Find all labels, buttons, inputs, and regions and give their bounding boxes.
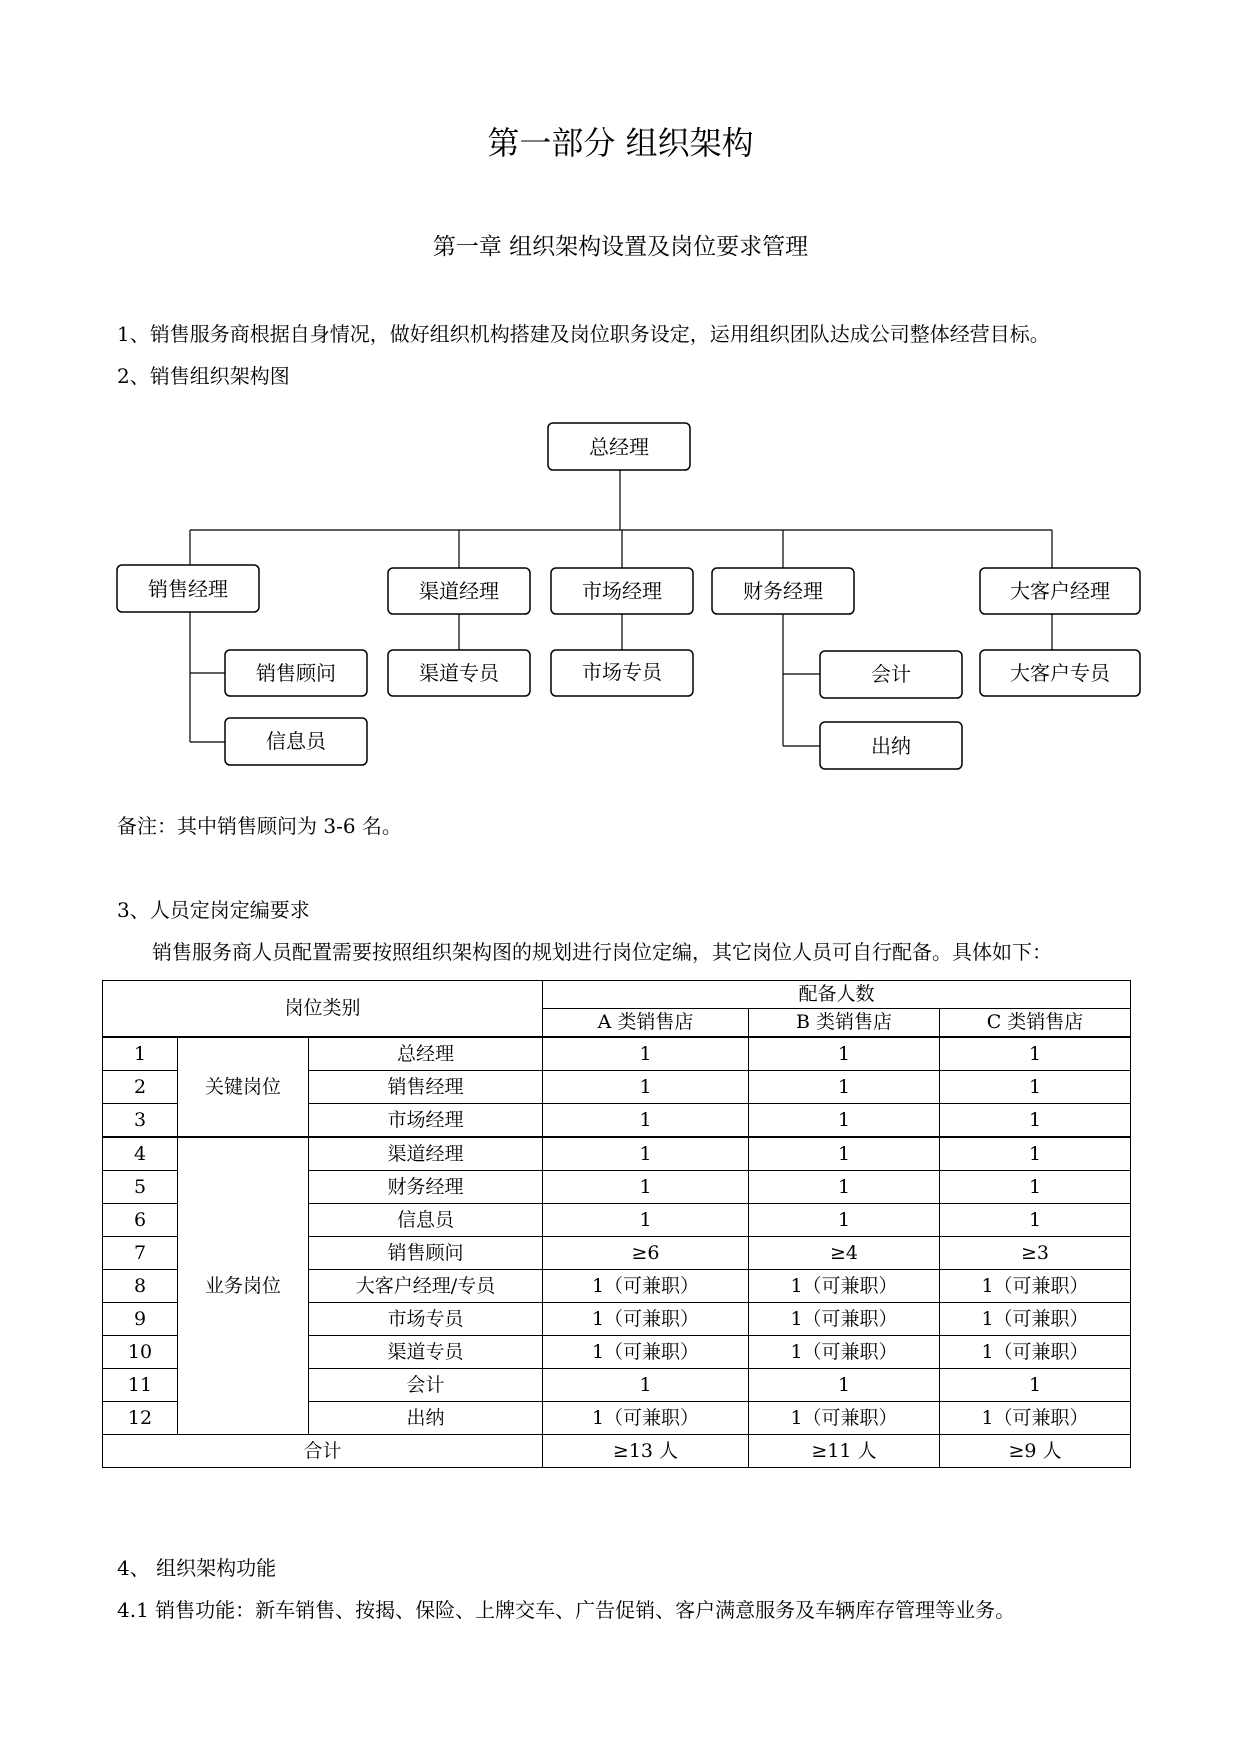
row-number: 8 [103, 1270, 178, 1303]
count-c: 1 [940, 1369, 1131, 1402]
count-c: 1（可兼职） [940, 1336, 1131, 1369]
org-node-label: 总经理 [589, 435, 649, 459]
paragraph-1: 1、销售服务商根据自身情况，做好组织机构搭建及岗位职务设定，运用组织团队达成公司整体经营目标。 [117, 322, 1050, 346]
row-number: 4 [103, 1137, 178, 1171]
row-number: 5 [103, 1171, 178, 1204]
position: 大客户经理/专员 [309, 1270, 543, 1303]
paragraph-3-desc: 销售服务商人员配置需要按照组织架构图的规划进行岗位定编，其它岗位人员可自行配备。具体如下： [152, 940, 1052, 964]
position: 销售顾问 [309, 1237, 543, 1270]
position: 信息员 [309, 1204, 543, 1237]
count-b: ≥4 [749, 1237, 940, 1270]
position: 渠道经理 [309, 1137, 543, 1171]
org-node-general-manager [548, 423, 690, 470]
org-node-label: 财务经理 [743, 579, 823, 603]
count-b: 1 [749, 1137, 940, 1171]
position: 财务经理 [309, 1171, 543, 1204]
paragraph-4: 4、 组织架构功能 [117, 1556, 277, 1580]
org-node-label: 出纳 [871, 734, 911, 758]
row-number: 6 [103, 1204, 178, 1237]
position: 会计 [309, 1369, 543, 1402]
org-node-label: 市场经理 [582, 579, 662, 603]
org-node-label: 渠道经理 [419, 579, 499, 603]
header-store-a: A 类销售店 [543, 1009, 749, 1038]
table-row [103, 1037, 1131, 1071]
org-node-label: 渠道专员 [419, 661, 499, 685]
count-b: 1 [749, 1071, 940, 1104]
position: 销售经理 [309, 1071, 543, 1104]
paragraph-3: 3、人员定岗定编要求 [117, 898, 310, 922]
org-node-sales-consultant [225, 650, 367, 696]
total-a: ≥13 人 [543, 1435, 749, 1468]
org-node-label: 销售顾问 [256, 661, 336, 685]
count-a: 1 [543, 1037, 749, 1071]
header-category: 岗位类别 [103, 981, 543, 1038]
count-c: 1（可兼职） [940, 1270, 1131, 1303]
total-b: ≥11 人 [749, 1435, 940, 1468]
org-node-accountant [820, 651, 962, 698]
header-staffing: 配备人数 [543, 981, 1131, 1009]
org-node-finance-manager [712, 568, 854, 614]
note: 备注：其中销售顾问为 3-6 名。 [117, 814, 402, 838]
count-b: 1（可兼职） [749, 1270, 940, 1303]
org-node-label: 市场专员 [582, 660, 662, 684]
staffing-table [102, 980, 1131, 1468]
org-node-label: 大客户经理 [1010, 579, 1110, 603]
count-c: 1（可兼职） [940, 1303, 1131, 1336]
count-c: 1 [940, 1104, 1131, 1138]
count-a: ≥6 [543, 1237, 749, 1270]
count-a: 1（可兼职） [543, 1303, 749, 1336]
count-b: 1 [749, 1171, 940, 1204]
count-c: 1 [940, 1037, 1131, 1071]
count-b: 1（可兼职） [749, 1336, 940, 1369]
paragraph-4-1: 4.1 销售功能：新车销售、按揭、保险、上牌交车、广告促销、客户满意服务及车辆库存管理等业务。 [117, 1598, 1016, 1622]
org-node-label: 大客户专员 [1010, 661, 1110, 685]
count-a: 1 [543, 1071, 749, 1104]
count-b: 1（可兼职） [749, 1303, 940, 1336]
row-number: 12 [103, 1402, 178, 1435]
paragraph-2: 2、销售组织架构图 [117, 364, 290, 388]
org-node-market-specialist [551, 650, 693, 696]
count-a: 1 [543, 1137, 749, 1171]
page-title: 第一部分 组织架构 [487, 124, 754, 162]
row-number: 11 [103, 1369, 178, 1402]
chapter-title: 第一章 组织架构设置及岗位要求管理 [432, 234, 809, 260]
org-node-label: 销售经理 [148, 577, 228, 601]
org-node-market-manager [551, 568, 693, 614]
row-number: 9 [103, 1303, 178, 1336]
count-a: 1（可兼职） [543, 1402, 749, 1435]
row-number: 2 [103, 1071, 178, 1104]
total-row [103, 1435, 1131, 1468]
position: 总经理 [309, 1037, 543, 1071]
count-a: 1 [543, 1171, 749, 1204]
count-b: 1 [749, 1037, 940, 1071]
header-store-b: B 类销售店 [749, 1009, 940, 1038]
org-node-cashier [820, 722, 962, 769]
position: 渠道专员 [309, 1336, 543, 1369]
count-c: 1（可兼职） [940, 1402, 1131, 1435]
count-c: ≥3 [940, 1237, 1131, 1270]
count-a: 1 [543, 1204, 749, 1237]
count-c: 1 [940, 1171, 1131, 1204]
count-c: 1 [940, 1137, 1131, 1171]
count-a: 1 [543, 1369, 749, 1402]
org-node-channel-manager [388, 568, 530, 614]
count-c: 1 [940, 1071, 1131, 1104]
org-node-sales-manager [117, 565, 259, 612]
org-node-information-clerk [225, 718, 367, 765]
position: 市场专员 [309, 1303, 543, 1336]
header-store-c: C 类销售店 [940, 1009, 1131, 1038]
org-node-label: 会计 [871, 662, 911, 686]
count-b: 1 [749, 1204, 940, 1237]
position: 市场经理 [309, 1104, 543, 1138]
count-a: 1 [543, 1104, 749, 1138]
org-node-channel-specialist [388, 650, 530, 696]
count-b: 1 [749, 1369, 940, 1402]
count-a: 1（可兼职） [543, 1270, 749, 1303]
org-node-key-account-specialist [980, 650, 1140, 696]
position: 出纳 [309, 1402, 543, 1435]
row-number: 7 [103, 1237, 178, 1270]
org-node-key-account-manager [980, 568, 1140, 614]
row-number: 10 [103, 1336, 178, 1369]
count-a: 1（可兼职） [543, 1336, 749, 1369]
org-chart [0, 0, 1241, 800]
group-business-positions: 业务岗位 [178, 1137, 309, 1435]
group-key-positions: 关键岗位 [178, 1037, 309, 1137]
row-number: 3 [103, 1104, 178, 1138]
table-row [103, 1137, 1131, 1171]
total-c: ≥9 人 [940, 1435, 1131, 1468]
count-b: 1（可兼职） [749, 1402, 940, 1435]
row-number: 1 [103, 1037, 178, 1071]
total-label: 合计 [103, 1435, 543, 1468]
count-c: 1 [940, 1204, 1131, 1237]
count-b: 1 [749, 1104, 940, 1138]
org-node-label: 信息员 [266, 729, 326, 753]
